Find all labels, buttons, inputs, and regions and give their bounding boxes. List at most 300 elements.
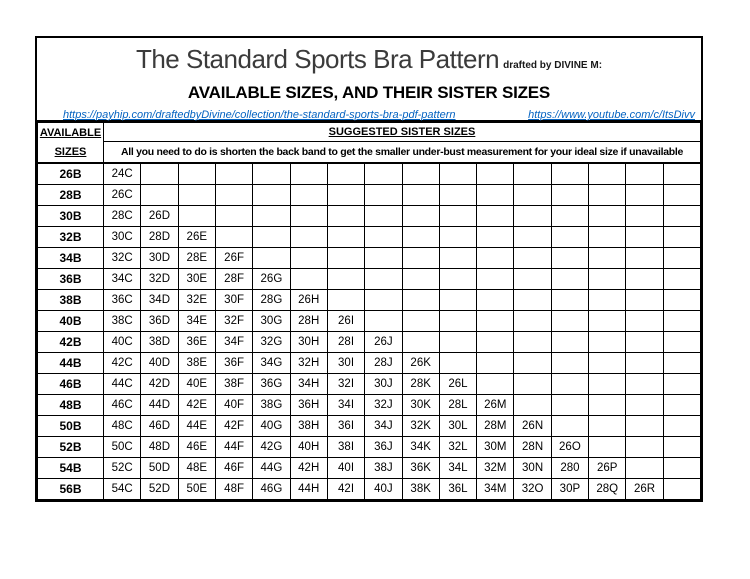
empty-sister-cell xyxy=(178,163,215,185)
sister-size-cell: 54C xyxy=(104,479,141,500)
empty-sister-cell xyxy=(327,248,364,269)
empty-sister-cell xyxy=(551,227,588,248)
sister-size-cell: 26C xyxy=(104,185,141,206)
empty-sister-cell xyxy=(663,248,700,269)
available-size-cell: 26B xyxy=(38,163,104,185)
size-row-52B xyxy=(38,437,701,458)
empty-sister-cell xyxy=(514,227,551,248)
empty-sister-cell xyxy=(626,416,663,437)
empty-sister-cell xyxy=(439,311,476,332)
sister-size-cell: 28H xyxy=(290,311,327,332)
size-row-48B xyxy=(38,395,701,416)
empty-sister-cell xyxy=(663,395,700,416)
sister-size-cell: 36F xyxy=(215,353,252,374)
sister-size-cell: 28Q xyxy=(589,479,626,500)
empty-sister-cell xyxy=(663,163,700,185)
sister-size-cell: 42G xyxy=(253,437,290,458)
sister-size-cell: 34F xyxy=(215,332,252,353)
sister-size-cell: 46F xyxy=(215,458,252,479)
sister-size-cell: 44H xyxy=(290,479,327,500)
available-size-cell: 46B xyxy=(38,374,104,395)
available-size-cell: 48B xyxy=(38,395,104,416)
empty-sister-cell xyxy=(402,311,439,332)
sister-size-cell: 32O xyxy=(514,479,551,500)
empty-sister-cell xyxy=(663,416,700,437)
title-suffix: drafted by DIVINE M: xyxy=(503,60,603,71)
empty-sister-cell xyxy=(439,185,476,206)
available-size-cell: 40B xyxy=(38,311,104,332)
available-size-cell: 42B xyxy=(38,332,104,353)
sister-size-cell: 28D xyxy=(141,227,178,248)
sister-size-cell: 46C xyxy=(104,395,141,416)
sister-size-cell: 46D xyxy=(141,416,178,437)
empty-sister-cell xyxy=(253,163,290,185)
empty-sister-cell xyxy=(663,332,700,353)
sister-size-cell: 40I xyxy=(327,458,364,479)
sister-sizes-note: All you need to do is shorten the back band to get the smaller under-bust measurement for your ideal size if unavailable xyxy=(104,142,701,164)
empty-sister-cell xyxy=(663,458,700,479)
empty-sister-cell xyxy=(589,227,626,248)
empty-sister-cell xyxy=(663,185,700,206)
available-header-line1: AVAILABLE xyxy=(39,126,102,139)
title-line xyxy=(37,44,701,81)
sister-size-cell: 26G xyxy=(253,269,290,290)
sister-size-cell: 36G xyxy=(253,374,290,395)
empty-sister-cell xyxy=(514,332,551,353)
sister-size-cell: 30C xyxy=(104,227,141,248)
available-size-cell: 56B xyxy=(38,479,104,500)
sister-size-cell: 36L xyxy=(439,479,476,500)
sister-size-cell: 36K xyxy=(402,458,439,479)
empty-sister-cell xyxy=(327,269,364,290)
sister-size-cell: 38K xyxy=(402,479,439,500)
empty-sister-cell xyxy=(589,437,626,458)
available-size-cell: 50B xyxy=(38,416,104,437)
sister-size-cell: 38E xyxy=(178,353,215,374)
sister-size-cell: 40C xyxy=(104,332,141,353)
sister-size-cell: 42F xyxy=(215,416,252,437)
empty-sister-cell xyxy=(589,163,626,185)
empty-sister-cell xyxy=(663,227,700,248)
empty-sister-cell xyxy=(402,269,439,290)
size-row-38B xyxy=(38,290,701,311)
empty-sister-cell xyxy=(477,353,514,374)
empty-sister-cell xyxy=(365,227,402,248)
sister-size-cell: 42D xyxy=(141,374,178,395)
sister-size-cell: 42E xyxy=(178,395,215,416)
empty-sister-cell xyxy=(215,227,252,248)
empty-sister-cell xyxy=(551,416,588,437)
size-row-46B xyxy=(38,374,701,395)
sister-size-cell: 50E xyxy=(178,479,215,500)
empty-sister-cell xyxy=(178,185,215,206)
sister-size-cell: 28K xyxy=(402,374,439,395)
empty-sister-cell xyxy=(663,479,700,500)
empty-sister-cell xyxy=(290,248,327,269)
empty-sister-cell xyxy=(589,332,626,353)
empty-sister-cell xyxy=(477,269,514,290)
empty-sister-cell xyxy=(477,311,514,332)
empty-sister-cell xyxy=(589,374,626,395)
available-size-cell: 52B xyxy=(38,437,104,458)
size-row-54B xyxy=(38,458,701,479)
size-row-56B xyxy=(38,479,701,500)
sister-size-cell: 42C xyxy=(104,353,141,374)
sister-size-cell: 30M xyxy=(477,437,514,458)
empty-sister-cell xyxy=(551,206,588,227)
sister-size-cell: 32F xyxy=(215,311,252,332)
sister-size-cell: 26M xyxy=(477,395,514,416)
sister-size-cell: 30G xyxy=(253,311,290,332)
sister-size-cell: 32E xyxy=(178,290,215,311)
table-header-row-2 xyxy=(38,142,701,164)
empty-sister-cell xyxy=(178,206,215,227)
table-header-row-1 xyxy=(38,123,701,142)
empty-sister-cell xyxy=(663,353,700,374)
empty-sister-cell xyxy=(365,269,402,290)
empty-sister-cell xyxy=(551,311,588,332)
sister-size-cell: 38H xyxy=(290,416,327,437)
sister-size-cell: 28L xyxy=(439,395,476,416)
sister-size-cell: 44E xyxy=(178,416,215,437)
sister-size-cell: 32I xyxy=(327,374,364,395)
sister-size-cell: 30J xyxy=(365,374,402,395)
empty-sister-cell xyxy=(589,311,626,332)
sister-size-cell: 50C xyxy=(104,437,141,458)
empty-sister-cell xyxy=(439,269,476,290)
size-row-28B xyxy=(38,185,701,206)
sister-size-cell: 26H xyxy=(290,290,327,311)
subtitle: AVAILABLE SIZES, AND THEIR SISTER SIZES xyxy=(187,83,551,102)
empty-sister-cell xyxy=(551,185,588,206)
sister-size-cell: 26F xyxy=(215,248,252,269)
empty-sister-cell xyxy=(663,374,700,395)
payhip-link[interactable]: https://payhip.com/draftedbyDivine/collection/the-standard-sports-bra-pdf-pattern xyxy=(63,109,456,121)
empty-sister-cell xyxy=(551,332,588,353)
empty-sister-cell xyxy=(589,353,626,374)
empty-sister-cell xyxy=(589,416,626,437)
empty-sister-cell xyxy=(477,163,514,185)
empty-sister-cell xyxy=(327,163,364,185)
sister-size-cell: 32L xyxy=(439,437,476,458)
available-size-cell: 28B xyxy=(38,185,104,206)
empty-sister-cell xyxy=(514,374,551,395)
empty-sister-cell xyxy=(626,311,663,332)
empty-sister-cell xyxy=(253,206,290,227)
empty-sister-cell xyxy=(663,269,700,290)
sister-size-cell: 44F xyxy=(215,437,252,458)
empty-sister-cell xyxy=(626,374,663,395)
size-row-50B xyxy=(38,416,701,437)
empty-sister-cell xyxy=(477,227,514,248)
empty-sister-cell xyxy=(626,332,663,353)
empty-sister-cell xyxy=(365,248,402,269)
empty-sister-cell xyxy=(402,185,439,206)
empty-sister-cell xyxy=(290,269,327,290)
empty-sister-cell xyxy=(215,185,252,206)
empty-sister-cell xyxy=(663,311,700,332)
empty-sister-cell xyxy=(477,290,514,311)
empty-sister-cell xyxy=(327,185,364,206)
empty-sister-cell xyxy=(477,185,514,206)
sister-size-cell: 44C xyxy=(104,374,141,395)
empty-sister-cell xyxy=(551,163,588,185)
sister-size-cell: 30I xyxy=(327,353,364,374)
sister-sizes-table xyxy=(37,122,701,500)
available-size-cell: 38B xyxy=(38,290,104,311)
sister-size-cell: 42I xyxy=(327,479,364,500)
sister-size-cell: 38D xyxy=(141,332,178,353)
sister-size-cell: 34L xyxy=(439,458,476,479)
empty-sister-cell xyxy=(626,269,663,290)
sister-size-cell: 52C xyxy=(104,458,141,479)
sister-size-cell: 36C xyxy=(104,290,141,311)
sister-size-cell: 34J xyxy=(365,416,402,437)
sister-size-cell: 36H xyxy=(290,395,327,416)
sister-size-cell: 34C xyxy=(104,269,141,290)
empty-sister-cell xyxy=(514,395,551,416)
empty-sister-cell xyxy=(290,185,327,206)
sister-size-cell: 30K xyxy=(402,395,439,416)
empty-sister-cell xyxy=(514,290,551,311)
empty-sister-cell xyxy=(551,269,588,290)
empty-sister-cell xyxy=(663,290,700,311)
empty-sister-cell xyxy=(626,395,663,416)
empty-sister-cell xyxy=(551,290,588,311)
empty-sister-cell xyxy=(141,185,178,206)
sister-size-cell: 46E xyxy=(178,437,215,458)
empty-sister-cell xyxy=(290,163,327,185)
available-size-cell: 32B xyxy=(38,227,104,248)
empty-sister-cell xyxy=(439,353,476,374)
available-size-cell: 54B xyxy=(38,458,104,479)
empty-sister-cell xyxy=(626,458,663,479)
sister-size-cell: 32M xyxy=(477,458,514,479)
empty-sister-cell xyxy=(589,269,626,290)
empty-sister-cell xyxy=(439,206,476,227)
empty-sister-cell xyxy=(253,185,290,206)
size-row-26B xyxy=(38,163,701,185)
size-row-32B xyxy=(38,227,701,248)
sister-size-cell: 30H xyxy=(290,332,327,353)
empty-sister-cell xyxy=(514,185,551,206)
sister-size-cell: 26O xyxy=(551,437,588,458)
sister-size-cell: 40J xyxy=(365,479,402,500)
empty-sister-cell xyxy=(215,163,252,185)
size-row-36B xyxy=(38,269,701,290)
empty-sister-cell xyxy=(626,206,663,227)
available-header-line2: SIZES xyxy=(54,145,87,158)
empty-sister-cell xyxy=(626,437,663,458)
empty-sister-cell xyxy=(253,248,290,269)
size-row-30B xyxy=(38,206,701,227)
youtube-link[interactable]: https://www.youtube.com/c/ItsDivv xyxy=(528,109,695,121)
empty-sister-cell xyxy=(290,227,327,248)
size-row-40B xyxy=(38,311,701,332)
sister-size-cell: 34E xyxy=(178,311,215,332)
empty-sister-cell xyxy=(589,248,626,269)
empty-sister-cell xyxy=(514,269,551,290)
empty-sister-cell xyxy=(589,206,626,227)
empty-sister-cell xyxy=(551,353,588,374)
sister-size-cell: 30D xyxy=(141,248,178,269)
sister-size-cell: 36D xyxy=(141,311,178,332)
sister-size-cell: 40G xyxy=(253,416,290,437)
sister-size-cell: 32C xyxy=(104,248,141,269)
empty-sister-cell xyxy=(626,248,663,269)
sister-size-cell: 38F xyxy=(215,374,252,395)
sister-size-cell: 48F xyxy=(215,479,252,500)
empty-sister-cell xyxy=(477,206,514,227)
sister-size-cell: 30P xyxy=(551,479,588,500)
sister-size-cell: 24C xyxy=(104,163,141,185)
empty-sister-cell xyxy=(402,206,439,227)
sister-size-cell: 48D xyxy=(141,437,178,458)
empty-sister-cell xyxy=(663,437,700,458)
sister-size-cell: 34G xyxy=(253,353,290,374)
sister-size-cell: 26N xyxy=(514,416,551,437)
sister-size-cell: 28C xyxy=(104,206,141,227)
sister-size-cell: 34M xyxy=(477,479,514,500)
empty-sister-cell xyxy=(589,185,626,206)
sister-size-cell: 30N xyxy=(514,458,551,479)
empty-sister-cell xyxy=(477,374,514,395)
empty-sister-cell xyxy=(402,332,439,353)
sister-size-cell: 40D xyxy=(141,353,178,374)
empty-sister-cell xyxy=(551,374,588,395)
sister-size-cell: 40E xyxy=(178,374,215,395)
empty-sister-cell xyxy=(626,290,663,311)
sister-size-cell: 32G xyxy=(253,332,290,353)
empty-sister-cell xyxy=(327,290,364,311)
sister-size-cell: 32J xyxy=(365,395,402,416)
empty-sister-cell xyxy=(626,353,663,374)
sister-size-cell: 26L xyxy=(439,374,476,395)
sister-size-cell: 28G xyxy=(253,290,290,311)
empty-sister-cell xyxy=(365,311,402,332)
empty-sister-cell xyxy=(439,290,476,311)
sister-size-cell: 40H xyxy=(290,437,327,458)
empty-sister-cell xyxy=(514,206,551,227)
empty-sister-cell xyxy=(626,227,663,248)
sister-size-cell: 36E xyxy=(178,332,215,353)
empty-sister-cell xyxy=(402,163,439,185)
document-header xyxy=(37,38,701,122)
size-row-34B xyxy=(38,248,701,269)
empty-sister-cell xyxy=(439,227,476,248)
sister-size-cell: 38J xyxy=(365,458,402,479)
sister-size-cell: 26D xyxy=(141,206,178,227)
empty-sister-cell xyxy=(551,248,588,269)
sister-size-cell: 28J xyxy=(365,353,402,374)
sister-size-cell: 26J xyxy=(365,332,402,353)
sister-size-cell: 44D xyxy=(141,395,178,416)
empty-sister-cell xyxy=(626,163,663,185)
empty-sister-cell xyxy=(514,311,551,332)
sister-size-cell: 38C xyxy=(104,311,141,332)
empty-sister-cell xyxy=(439,248,476,269)
sister-size-cell: 32H xyxy=(290,353,327,374)
empty-sister-cell xyxy=(365,290,402,311)
empty-sister-cell xyxy=(551,395,588,416)
sister-size-cell: 28M xyxy=(477,416,514,437)
sister-size-cell: 26R xyxy=(626,479,663,500)
available-size-cell: 36B xyxy=(38,269,104,290)
sister-sizes-header: SUGGESTED SISTER SIZES xyxy=(104,123,701,142)
sister-size-cell: 52D xyxy=(141,479,178,500)
sister-size-cell: 38I xyxy=(327,437,364,458)
empty-sister-cell xyxy=(215,206,252,227)
available-sizes-header xyxy=(38,123,104,164)
size-row-44B xyxy=(38,353,701,374)
sister-size-cell: 44G xyxy=(253,458,290,479)
sister-size-cell: 26P xyxy=(589,458,626,479)
sister-size-cell: 32K xyxy=(402,416,439,437)
empty-sister-cell xyxy=(514,353,551,374)
available-size-cell: 34B xyxy=(38,248,104,269)
empty-sister-cell xyxy=(290,206,327,227)
sister-size-cell: 36J xyxy=(365,437,402,458)
empty-sister-cell xyxy=(439,332,476,353)
empty-sister-cell xyxy=(477,332,514,353)
sister-size-cell: 34K xyxy=(402,437,439,458)
sister-size-cell: 28I xyxy=(327,332,364,353)
empty-sister-cell xyxy=(365,185,402,206)
empty-sister-cell xyxy=(663,206,700,227)
empty-sister-cell xyxy=(365,163,402,185)
sister-size-cell: 30F xyxy=(215,290,252,311)
empty-sister-cell xyxy=(402,248,439,269)
sister-size-cell: 40F xyxy=(215,395,252,416)
sister-size-cell: 34D xyxy=(141,290,178,311)
sister-size-cell: 38G xyxy=(253,395,290,416)
empty-sister-cell xyxy=(626,185,663,206)
empty-sister-cell xyxy=(327,206,364,227)
sister-size-cell: 26I xyxy=(327,311,364,332)
empty-sister-cell xyxy=(514,163,551,185)
sister-size-cell: 36I xyxy=(327,416,364,437)
empty-sister-cell xyxy=(589,290,626,311)
empty-sister-cell xyxy=(253,227,290,248)
sister-size-cell: 34I xyxy=(327,395,364,416)
empty-sister-cell xyxy=(589,395,626,416)
empty-sister-cell xyxy=(402,290,439,311)
document-frame xyxy=(35,36,703,502)
sister-size-cell: 26E xyxy=(178,227,215,248)
sister-size-cell: 280 xyxy=(551,458,588,479)
links-row xyxy=(37,103,701,121)
page-title: The Standard Sports Bra Pattern xyxy=(135,44,500,74)
sister-size-cell: 50D xyxy=(141,458,178,479)
sister-size-cell: 34H xyxy=(290,374,327,395)
sister-size-cell: 32D xyxy=(141,269,178,290)
empty-sister-cell xyxy=(365,206,402,227)
empty-sister-cell xyxy=(327,227,364,248)
sister-size-cell: 26K xyxy=(402,353,439,374)
empty-sister-cell xyxy=(402,227,439,248)
available-size-cell: 44B xyxy=(38,353,104,374)
empty-sister-cell xyxy=(439,163,476,185)
sister-size-cell: 48E xyxy=(178,458,215,479)
empty-sister-cell xyxy=(514,248,551,269)
sister-size-cell: 28N xyxy=(514,437,551,458)
empty-sister-cell xyxy=(477,248,514,269)
available-size-cell: 30B xyxy=(38,206,104,227)
sister-size-cell: 48C xyxy=(104,416,141,437)
sister-size-cell: 30E xyxy=(178,269,215,290)
sister-size-cell: 28E xyxy=(178,248,215,269)
sister-size-cell: 28F xyxy=(215,269,252,290)
